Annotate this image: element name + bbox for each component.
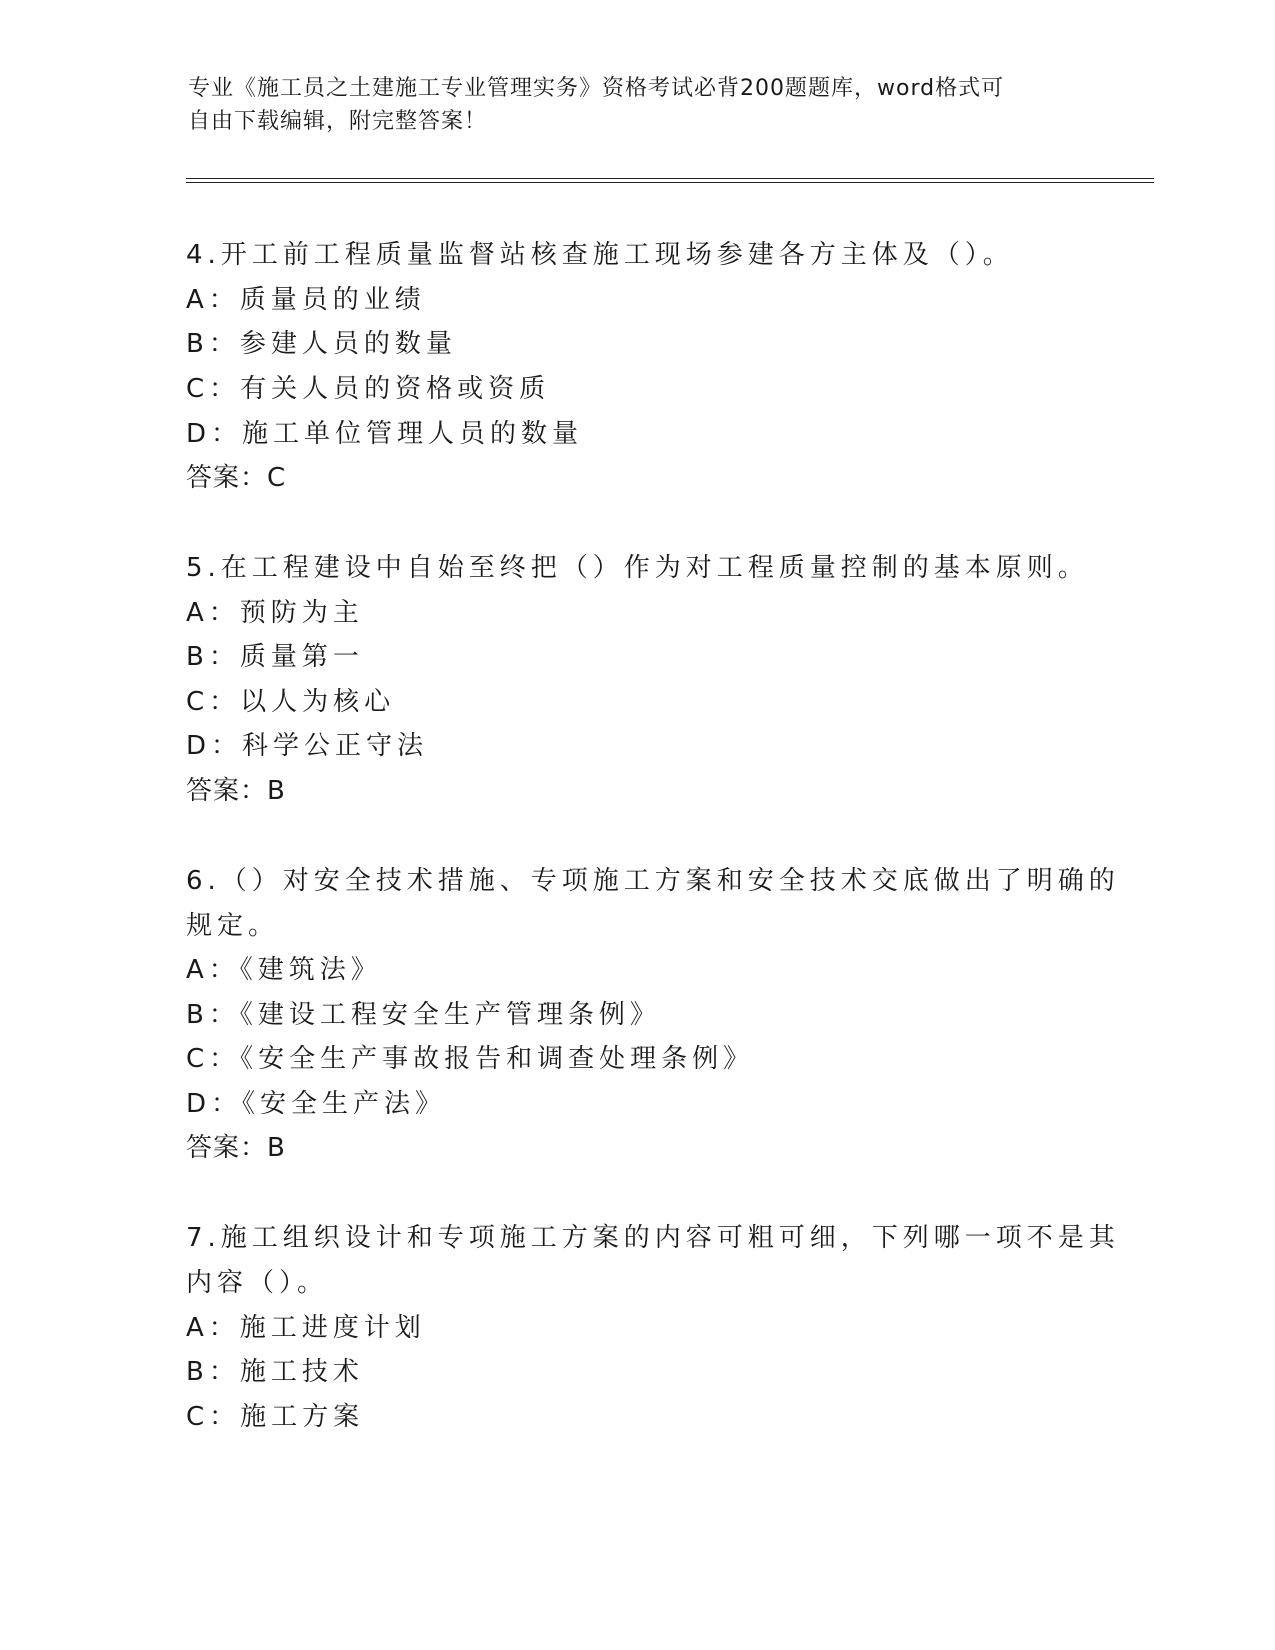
question-6-option-d: D：《安全生产法》 xyxy=(186,1089,447,1119)
header-line-2: 自由下载编辑，附完整答案！ xyxy=(188,109,488,134)
question-4-option-d: D：施工单位管理人员的数量 xyxy=(186,419,584,449)
header-line-1: 专业《施工员之土建施工专业管理实务》资格考试必背200题题库，word格式可 xyxy=(188,76,1005,101)
question-5-option-d: D：科学公正守法 xyxy=(186,731,429,761)
question-4-option-b: B：参建人员的数量 xyxy=(186,329,457,359)
question-7-stem-line-1: 7.施工组织设计和专项施工方案的内容可粗可细，下列哪一项不是其 xyxy=(186,1223,1120,1253)
question-5-option-b: B：质量第一 xyxy=(186,642,364,672)
question-5-answer: 答案：B xyxy=(186,776,286,806)
question-5-stem: 5.在工程建设中自始至终把（）作为对工程质量控制的基本原则。 xyxy=(186,553,1089,583)
question-5-option-c: C：以人为核心 xyxy=(186,687,396,717)
question-4-option-c: C：有关人员的资格或资质 xyxy=(186,374,551,404)
question-6-answer: 答案：B xyxy=(186,1133,286,1163)
question-6-stem-line-1: 6.（）对安全技术措施、专项施工方案和安全技术交底做出了明确的 xyxy=(186,866,1120,896)
question-7-option-b: B：施工技术 xyxy=(186,1357,364,1387)
document-header xyxy=(188,72,1068,138)
question-6-option-c: C：《安全生产事故报告和调查处理条例》 xyxy=(186,1044,755,1074)
question-4-answer: 答案：C xyxy=(186,463,287,493)
question-6-option-a: A：《建筑法》 xyxy=(186,955,382,985)
question-7-stem-line-2: 内容（）。 xyxy=(186,1268,329,1298)
question-6-stem-line-2: 规定。 xyxy=(186,911,280,941)
question-4-stem: 4.开工前工程质量监督站核查施工现场参建各方主体及（）。 xyxy=(186,240,1014,270)
question-7-option-a: A：施工进度计划 xyxy=(186,1313,426,1343)
header-divider-bottom xyxy=(186,182,1154,183)
question-4-option-a: A：质量员的业绩 xyxy=(186,285,426,315)
question-6-option-b: B：《建设工程安全生产管理条例》 xyxy=(186,1000,661,1030)
question-5-option-a: A：预防为主 xyxy=(186,598,364,628)
header-divider-top xyxy=(186,178,1154,179)
question-7-option-c: C：施工方案 xyxy=(186,1402,365,1432)
